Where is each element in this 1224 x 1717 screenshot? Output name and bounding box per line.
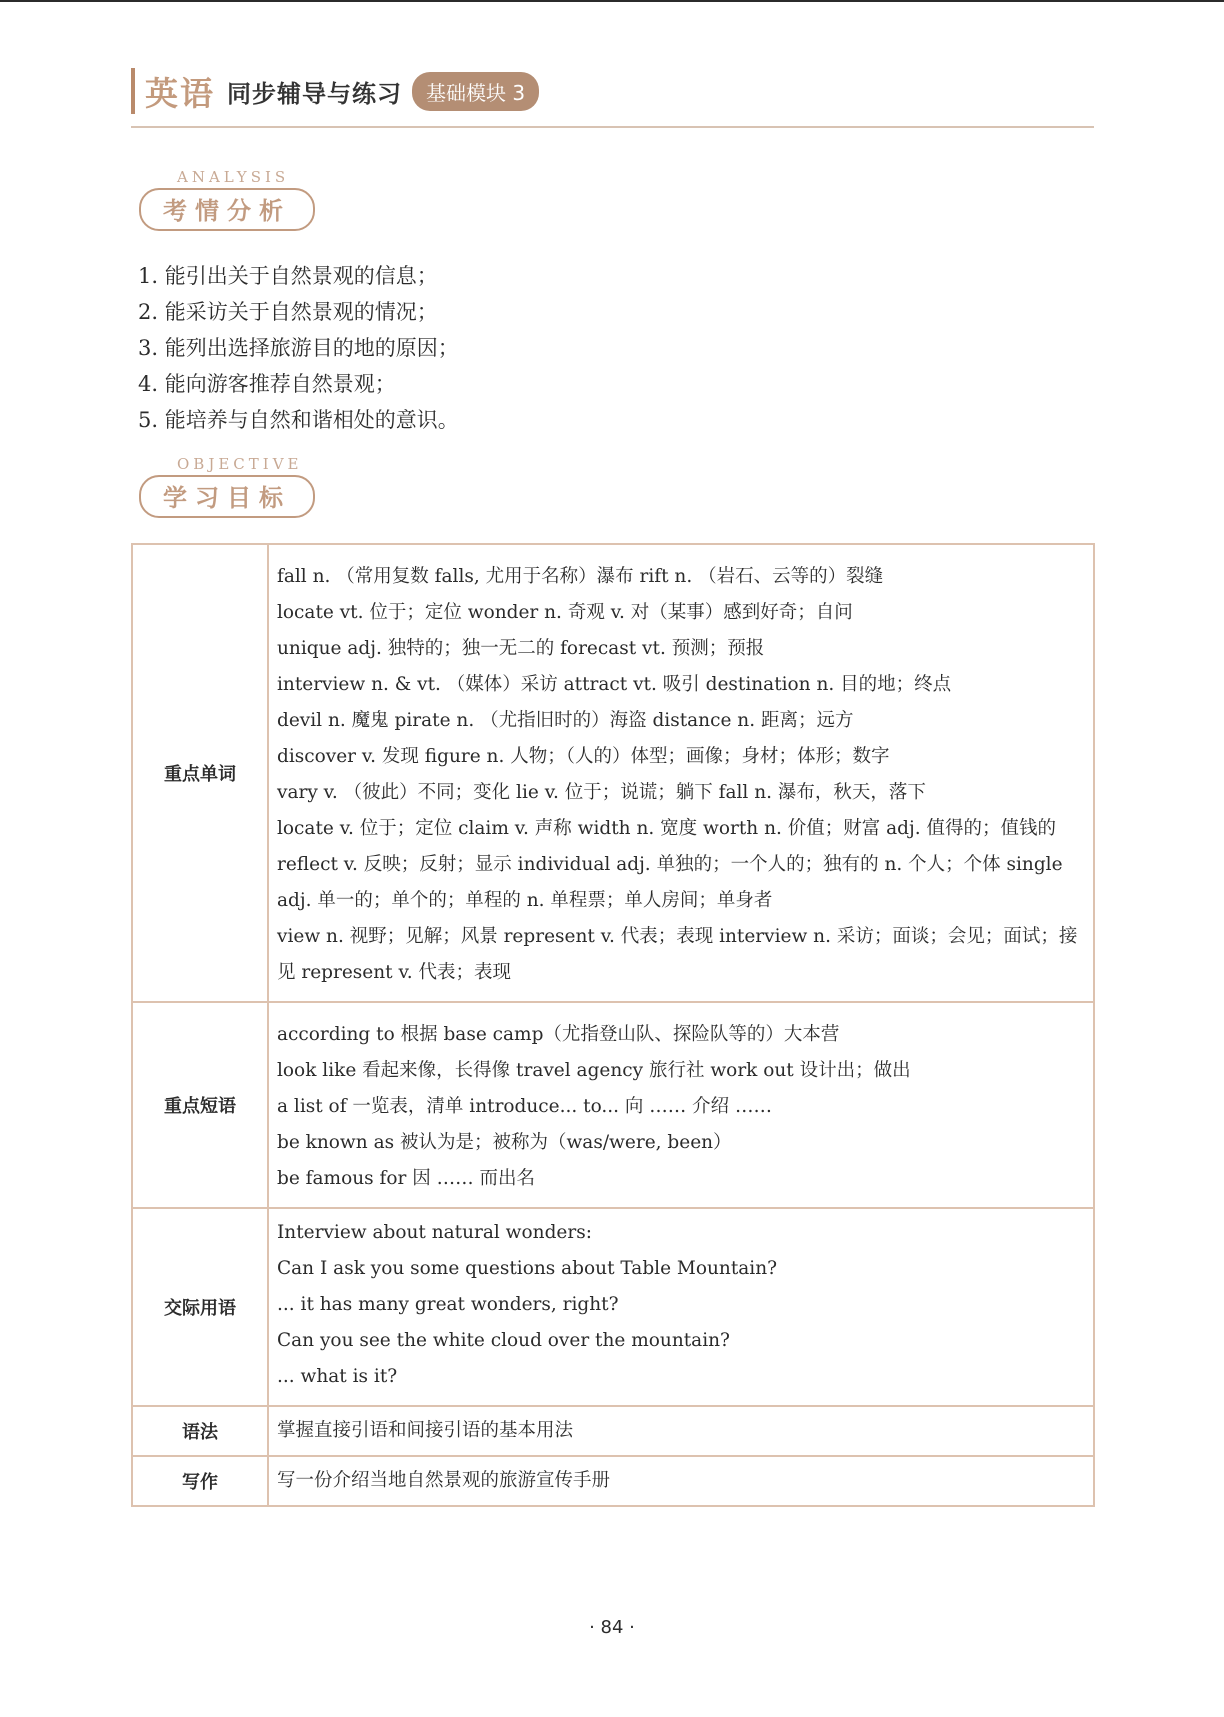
header-divider [131,126,1094,128]
analysis-item: 4. 能向游客推荐自然景观； [138,372,396,396]
content-line: interview n. & vt. （媒体）采访 attract vt. 吸引 destination n. 目的地；终点 [277,674,952,695]
analysis-item: 1. 能引出关于自然景观的信息； [138,264,438,288]
table-row-writing [132,1456,1094,1506]
table-row-vocabulary [132,544,1094,1002]
content-line: locate v. 位于；定位 claim v. 声称 width n. 宽度 worth n. 价值；财富 adj. 值得的；值钱的 [277,818,1057,839]
row-header: 重点单词 [132,544,268,1002]
row-header: 语法 [132,1406,268,1456]
content-line: adj. 单一的；单个的；单程的 n. 单程票；单人房间；单身者 [277,890,773,911]
row-header: 交际用语 [132,1208,268,1406]
content-line: according to 根据 base camp（尤指登山队、探险队等的）大本营 [277,1024,840,1045]
top-border-line [0,0,1224,2]
content-line: discover v. 发现 figure n. 人物；（人的）体型；画像；身材；体形；数字 [277,746,890,767]
content-line: unique adj. 独特的；独一无二的 forecast vt. 预测；预报 [277,638,765,659]
content-line: Can you see the white cloud over the mountain? [277,1330,730,1351]
content-line: locate vt. 位于；定位 wonder n. 奇观 v. 对（某事）感到好奇；自问 [277,602,853,623]
objective-section-label [139,455,315,518]
row-content [268,544,1094,1002]
content-line: vary v. （彼此）不同；变化 lie v. 位于；说谎；躺下 fall n. 瀑布，秋天，落下 [277,782,926,803]
content-line: view n. 视野；见解；风景 represent v. 代表；表现 interview n. 采访；面谈；会见；面试；接 [277,926,1078,947]
content-line: Can I ask you some questions about Table Mountain? [277,1258,778,1279]
row-header: 写作 [132,1456,268,1506]
header-subject: 英语 [145,73,215,113]
analysis-section-label [139,168,315,231]
content-line: 写一份介绍当地自然景观的旅游宣传手册 [277,1470,611,1491]
header-book-title: 同步辅导与练习 [227,79,402,108]
content-line: ... it has many great wonders, right? [277,1294,619,1315]
content-line: 掌握直接引语和间接引语的基本用法 [277,1420,574,1441]
content-line: reflect v. 反映；反射；显示 individual adj. 单独的；一个人的；独有的 n. 个人；个体 single [277,854,1063,875]
analysis-label-zh: 考情分析 [139,188,315,231]
table-row-expressions [132,1208,1094,1406]
table-row-phrases [132,1002,1094,1208]
row-content [268,1208,1094,1406]
content-line: fall n. （常用复数 falls, 尤用于名称）瀑布 rift n. （岩石、云等的）裂缝 [277,566,884,587]
content-line: 见 represent v. 代表；表现 [277,962,511,983]
analysis-item: 5. 能培养与自然和谐相处的意识。 [138,408,459,432]
row-content [268,1002,1094,1208]
page-header [131,66,539,116]
content-line: ... what is it? [277,1366,398,1387]
row-header: 重点短语 [132,1002,268,1208]
row-content [268,1406,1094,1456]
header-accent-bar [131,68,135,114]
analysis-list [138,258,459,438]
table-row-grammar [132,1406,1094,1456]
content-line: Interview about natural wonders: [277,1222,592,1243]
content-line: a list of 一览表，清单 introduce... to... 向 …… 介绍 …… [277,1096,773,1117]
analysis-item: 3. 能列出选择旅游目的地的原因； [138,336,459,360]
analysis-label-en: ANALYSIS [177,168,290,186]
header-module-badge: 基础模块 3 [412,72,539,111]
content-line: be famous for 因 …… 而出名 [277,1168,535,1189]
objective-label-zh: 学习目标 [139,475,315,518]
analysis-item: 2. 能采访关于自然景观的情况； [138,300,438,324]
learning-goals-table [131,543,1095,1507]
content-line: devil n. 魔鬼 pirate n. （尤指旧时的）海盗 distance n. 距离；远方 [277,710,854,731]
content-line: look like 看起来像，长得像 travel agency 旅行社 work out 设计出；做出 [277,1060,911,1081]
objective-label-en: OBJECTIVE [177,455,303,473]
content-line: be known as 被认为是；被称为（was/were, been） [277,1132,732,1153]
page-number: · 84 · [589,1617,635,1638]
row-content [268,1456,1094,1506]
